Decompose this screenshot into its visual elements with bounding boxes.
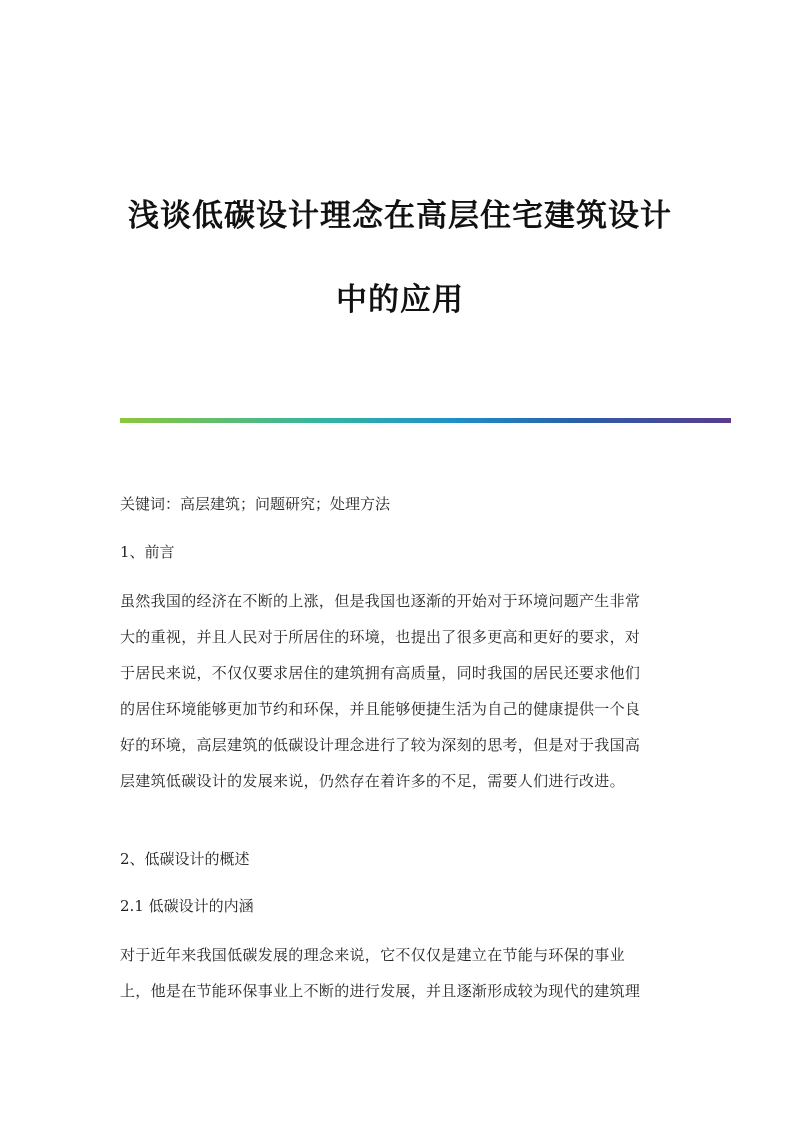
paragraph-line: 对于近年来我国低碳发展的理念来说，它不仅仅是建立在节能与环保的事业 <box>120 946 625 964</box>
paragraph-line: 上，他是在节能环保事业上不断的进行发展，并且逐渐形成较为现代的建筑理 <box>120 982 641 1000</box>
paragraph-line: 层建筑低碳设计的发展来说，仍然存在着许多的不足，需要人们进行改进。 <box>120 772 625 790</box>
paragraph-line: 虽然我国的经济在不断的上涨，但是我国也逐渐的开始对于环境问题产生非常 <box>120 592 641 610</box>
subsection-heading-2-1: 2.1 低碳设计的内涵 <box>120 897 254 915</box>
paragraph-line: 的居住环境能够更加节约和环保，并且能够便捷生活为自己的健康提供一个良 <box>120 700 641 718</box>
keywords-line: 关键词：高层建筑；问题研究；处理方法 <box>120 495 391 513</box>
section-heading-2: 2、低碳设计的概述 <box>120 850 250 868</box>
document-title-line-2: 中的应用 <box>336 282 464 318</box>
paragraph-line: 好的环境，高层建筑的低碳设计理念进行了较为深刻的思考，但是对于我国高 <box>120 736 641 754</box>
document-title-line-1: 浅谈低碳设计理念在高层住宅建筑设计 <box>128 198 672 234</box>
paragraph-line: 大的重视，并且人民对于所居住的环境，也提出了很多更高和更好的要求，对 <box>120 628 641 646</box>
section-2-1-paragraph <box>120 937 680 1009</box>
paragraph-line: 于居民来说，不仅仅要求居住的建筑拥有高质量，同时我国的居民还要求他们 <box>120 664 641 682</box>
section-1-paragraph <box>120 583 680 799</box>
section-heading-1: 1、前言 <box>120 543 175 561</box>
title-divider <box>120 418 731 423</box>
